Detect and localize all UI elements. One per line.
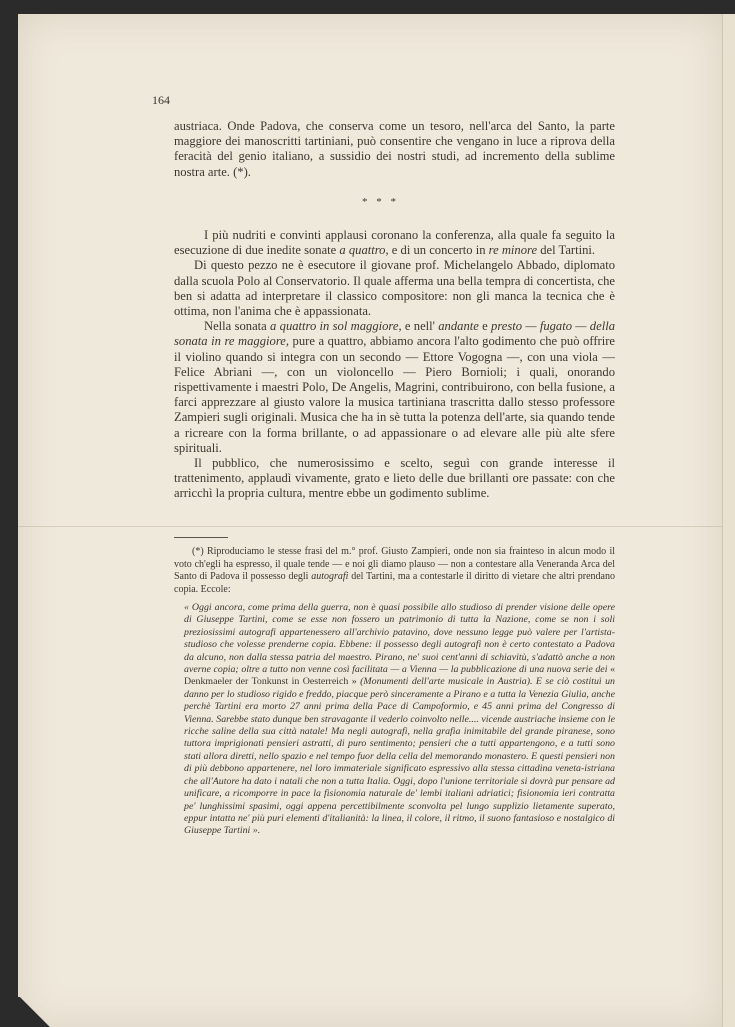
- italic-span: autografi: [311, 571, 349, 582]
- paragraph-applause: [174, 228, 615, 258]
- text-span: (Monumenti dell'arte musicale in Austria). E se ciò costituì un danno per lo studioso rigido e freddo, piacque però sinceramente a Pirano e a tutta la Venezia Giulia, anche perchè Tartini era morto 27 anni prima della Pace di Campoformio, e 45 anni prima del Congresso di Vienna. Sarebbe stato dunque ben stravagante il vederlo coinvolto nelle.... vicende austriache insieme con le ricche saline della sua città natale! Ma negli autografi, nella grafia inimitabile del grande piranese, sono tuttora imprigionati pensieri astratti, di puro sentimento; pensieri che a tutti appartengono, e a tutti sono stati allora diretti, nello spazio e nel tempo fuor della cella del memorando monastero. E questi pensieri non di più debbono appartenere, nel loro immateriale significato espressivo alla stessa cittadina veneta-istriana che all'Autore ha dato i natali che non a tutta Italia. Oggi, dopo l'unione territoriale si dovrà pur pensare ad unificare, a ricomporre in pace la fisionomia naturale de' lembi italiani adriatici; fisionomia ieri contratta pe' lunghissimi spasimi, oggi appena percettibilmente sconvolta pel lungo supplizio lietamente superato, eppur intatta ne' più puri elementi d'italianità: la linea, il colore, il ritmo, il suono fantasioso e nostalgico di Giuseppe Tartini ».: [184, 676, 615, 837]
- body-section-2: [174, 228, 615, 502]
- quotation-text: [184, 602, 615, 838]
- text-span: (*) Riproduciamo le stesse frasi del m.° prof. Giusto Zampieri, onde non sia frainteso in alcun modo il voto ch'egli ha espresso, il quale tende — e noi gli diamo plauso — non a contestare alla Veneranda Arca del Santo di Padova il possesso degli: [174, 546, 615, 582]
- footnote-text: [174, 546, 615, 596]
- italic-span: andante: [438, 319, 479, 334]
- body-paragraph-1: [174, 119, 615, 180]
- footnote-rule: [174, 537, 228, 538]
- italic-span: a quattro: [339, 243, 386, 258]
- text-span: del Tartini, ma a contestarle il diritto di vietare che altri prendano copia. Eccole:: [174, 571, 615, 595]
- page-number: 164: [152, 93, 170, 107]
- text-span: e nell': [401, 319, 439, 334]
- page-corner-tear: [18, 997, 58, 1027]
- italic-span: a quattro in sol maggiore,: [270, 319, 402, 334]
- text-span: « Oggi ancora, come prima della guerra, non è quasi possibile allo studioso di prender visione delle opere di Giuseppe Tartini, come se esse non fossero un patrimonio di tutta la Nazione, come se non i soli preziosissimi autografi appartenessero all'archivio patavino, dove nessuno legge può valere per l'artista-studioso che volesse prenderne copia. Ebbene: il possesso degli autografi non è certo contestato a Padova da alcuno, non dalla stessa patria del maestro. Pirano, ne' suoi cent'anni di schiavitù, s'adattò anche a non averne copia; oltre a tutto non venne così facilitata — a Vienna — la pubblicazione di una nuova serie dei: [184, 602, 615, 676]
- paragraph-text: austriaca. Onde Padova, che conserva come un tesoro, nell'arca del Santo, la parte maggiore dei manoscritti tartiniani, può consentire che vengano in luce a riprova della feracità del genio italiano, a sussidio dei nostri studi, ad incremento della sublime nostra arte. (*).: [174, 119, 615, 179]
- footnote-quotation: [184, 602, 615, 838]
- text-span: e: [478, 319, 492, 334]
- paragraph-performer: Di questo pezzo ne è esecutore il giovane prof. Michelangelo Abbado, diplomato dalla scuola Polo al Conservatorio. Il quale afferma una bella tempra di concertista, che ben si adatta ad interpretare il classico compositore: non gli manca la tecnica che è ottima, non l'anima che è appassionata.: [174, 258, 615, 319]
- footnote-intro: [174, 546, 615, 596]
- italic-span: re minore: [488, 243, 538, 258]
- text-span: Nella sonata: [204, 319, 271, 334]
- paragraph-sonata: [174, 319, 615, 456]
- italic-span: presto — fugato — della sonata in re maggiore,: [174, 319, 615, 349]
- text-span: del Tartini.: [537, 243, 596, 258]
- paragraph-audience: Il pubblico, che numerosissimo e scelto, seguì con grande interesse il trattenimento, applaudì vivamente, grato e lieto delle due brillanti ore passate: con che arricchì la propria cultura, mentre ebbe un godimento sublime.: [174, 456, 615, 501]
- text-span: pure a quattro, abbiamo ancora l'alto godimento che può offrire il violino quando si integra con un secondo — Ettore Vogogna —, con una viola — Felice Abriani —, con un violoncello — Piero Bornioli; i quali, onorando rispettivamente i maestri Polo, De Angelis, Magrini, contribuirono, con bella fusione, a farci apprezzare al giusto valore la musica tartiniana trascritta dallo stesso professore Zampieri sugli originali. Musica che ha in sè tutta la potenza dell'arte, sia quando tende a ricreare con la forma brillante, o ad appassionare o ad elevare alle più alte sfere spirituali.: [174, 334, 615, 455]
- section-separator: * * *: [362, 196, 399, 208]
- text-span: , e di un concerto in: [385, 243, 489, 258]
- text-span: I più nudriti e convinti applausi coronano la conferenza, alla quale fa seguito la esecuzione di due inedite sonate: [174, 228, 615, 258]
- page-fold: [18, 526, 722, 527]
- upright-span: « Denkmaeler der Tonkunst in Oesterreich »: [184, 664, 615, 688]
- facing-page-edge: [722, 14, 735, 1027]
